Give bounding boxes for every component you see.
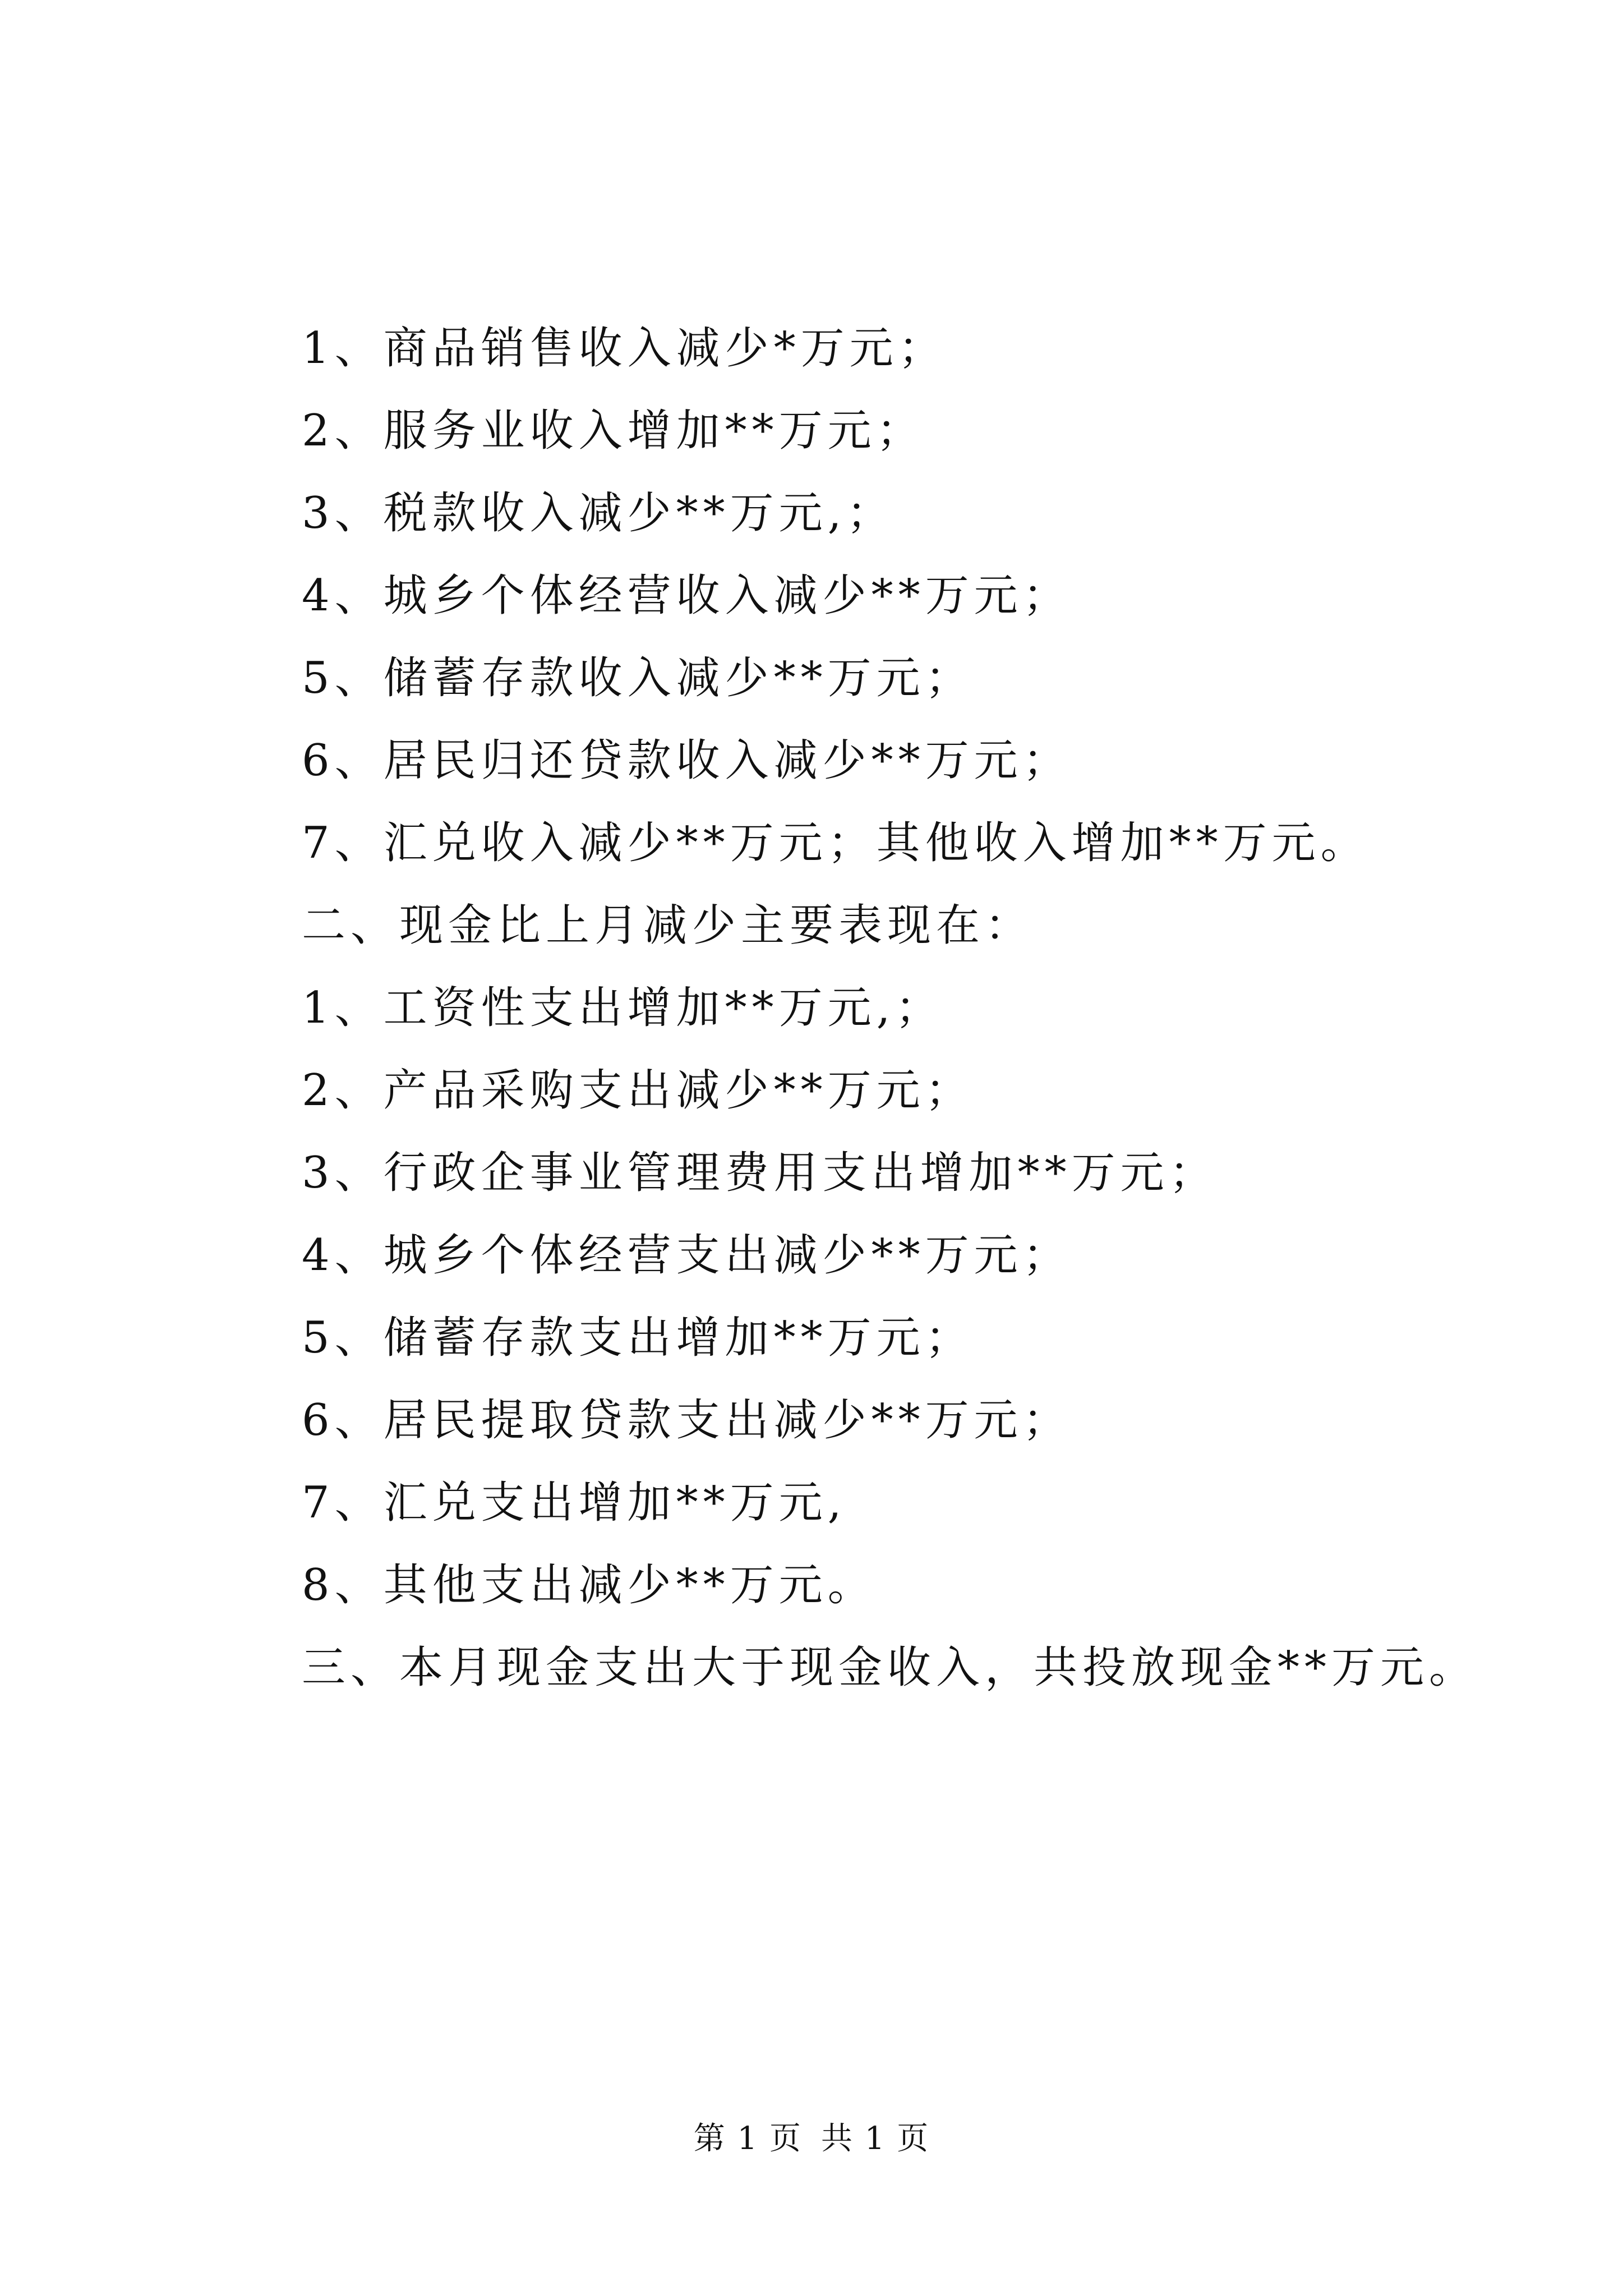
list-item: 6、居民归还贷款收入减少**万元； (302, 735, 1072, 786)
list-item: 1、商品销售收入减少*万元； (302, 323, 947, 374)
list-item: 8、其他支出减少**万元。 (302, 1560, 877, 1611)
list-item: 4、城乡个体经营收入减少**万元； (302, 570, 1072, 621)
page-total: 共 1 页 (821, 2120, 930, 2157)
section-heading: 三、本月现金支出大于现金收入，共投放现金**万元。 (302, 1642, 1478, 1693)
list-item: 3、行政企事业管理费用支出增加**万元； (302, 1148, 1218, 1198)
document-body (302, 307, 1536, 1709)
list-item: 5、储蓄存款收入减少**万元； (302, 653, 974, 703)
list-item: 1、工资性支出增加**万元,； (302, 983, 944, 1033)
list-item: 5、储蓄存款支出增加**万元； (302, 1313, 974, 1363)
list-item: 7、汇兑收入减少**万元；其他收入增加**万元。 (302, 818, 1370, 868)
list-item: 3、税款收入减少**万元,； (302, 488, 896, 539)
list-item: 7、汇兑支出增加**万元, (302, 1478, 847, 1528)
page-footer (0, 2119, 1623, 2159)
list-item: 2、服务业收入增加**万元； (302, 406, 925, 456)
list-item: 6、居民提取贷款支出减少**万元； (302, 1395, 1072, 1446)
list-item: 4、城乡个体经营支出减少**万元； (302, 1230, 1072, 1281)
section-heading: 二、现金比上月减少主要表现在： (302, 900, 1034, 951)
list-item: 2、产品采购支出减少**万元； (302, 1065, 974, 1116)
page-number: 第 1 页 (693, 2120, 802, 2157)
